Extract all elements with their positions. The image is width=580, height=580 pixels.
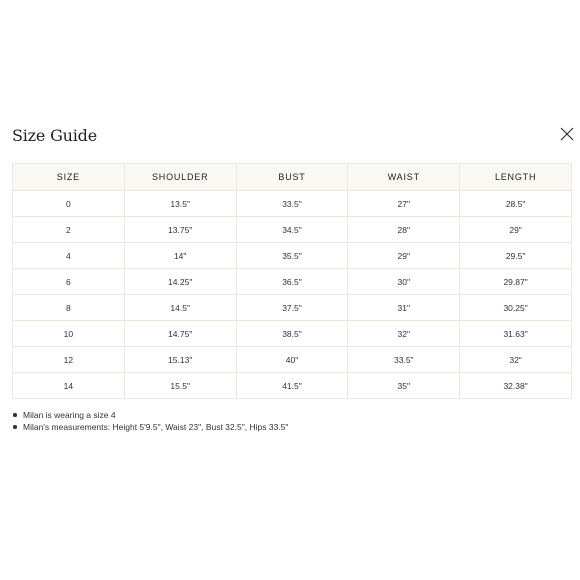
cell-size: 6 <box>13 269 125 295</box>
cell-length: 32.38" <box>460 373 572 399</box>
cell-bust: 40" <box>236 347 348 373</box>
cell-size: 14 <box>13 373 125 399</box>
table-row <box>13 243 572 269</box>
cell-length: 29.5" <box>460 243 572 269</box>
cell-length: 29" <box>460 217 572 243</box>
cell-bust: 36.5" <box>236 269 348 295</box>
cell-shoulder: 13.75" <box>124 217 236 243</box>
cell-shoulder: 14.25" <box>124 269 236 295</box>
cell-waist: 30" <box>348 269 460 295</box>
header-length: LENGTH <box>460 164 572 191</box>
cell-shoulder: 14.5" <box>124 295 236 321</box>
cell-bust: 34.5" <box>236 217 348 243</box>
cell-length: 29.87" <box>460 269 572 295</box>
table-header-row <box>13 164 572 191</box>
table-row <box>13 269 572 295</box>
cell-bust: 35.5" <box>236 243 348 269</box>
table-row <box>13 373 572 399</box>
cell-waist: 28" <box>348 217 460 243</box>
cell-bust: 41.5" <box>236 373 348 399</box>
cell-size: 4 <box>13 243 125 269</box>
cell-bust: 38.5" <box>236 321 348 347</box>
table-row <box>13 347 572 373</box>
cell-shoulder: 14" <box>124 243 236 269</box>
size-table <box>12 163 572 399</box>
cell-size: 8 <box>13 295 125 321</box>
cell-waist: 32" <box>348 321 460 347</box>
header-shoulder: SHOULDER <box>124 164 236 191</box>
cell-waist: 29" <box>348 243 460 269</box>
model-notes <box>12 409 288 433</box>
cell-bust: 33.5" <box>236 191 348 217</box>
cell-shoulder: 14.75" <box>124 321 236 347</box>
table-row <box>13 217 572 243</box>
cell-size: 10 <box>13 321 125 347</box>
cell-waist: 33.5" <box>348 347 460 373</box>
cell-waist: 35" <box>348 373 460 399</box>
header-bust: BUST <box>236 164 348 191</box>
table-row <box>13 295 572 321</box>
cell-bust: 37.5" <box>236 295 348 321</box>
cell-waist: 27" <box>348 191 460 217</box>
modal-title: Size Guide <box>12 126 97 145</box>
header-waist: WAIST <box>348 164 460 191</box>
cell-length: 30.25" <box>460 295 572 321</box>
cell-length: 28.5" <box>460 191 572 217</box>
cell-size: 12 <box>13 347 125 373</box>
list-item: Milan's measurements: Height 5'9.5", Waist 23", Bust 32.5", Hips 33.5" <box>12 421 288 433</box>
header-size: SIZE <box>13 164 125 191</box>
cell-length: 31.63" <box>460 321 572 347</box>
cell-shoulder: 15.5" <box>124 373 236 399</box>
cell-waist: 31" <box>348 295 460 321</box>
cell-shoulder: 15.13" <box>124 347 236 373</box>
cell-length: 32" <box>460 347 572 373</box>
close-icon <box>557 124 577 144</box>
table-row <box>13 191 572 217</box>
list-item: Milan is wearing a size 4 <box>12 409 288 421</box>
close-button[interactable] <box>557 124 577 144</box>
cell-shoulder: 13.5" <box>124 191 236 217</box>
table-row <box>13 321 572 347</box>
cell-size: 0 <box>13 191 125 217</box>
cell-size: 2 <box>13 217 125 243</box>
